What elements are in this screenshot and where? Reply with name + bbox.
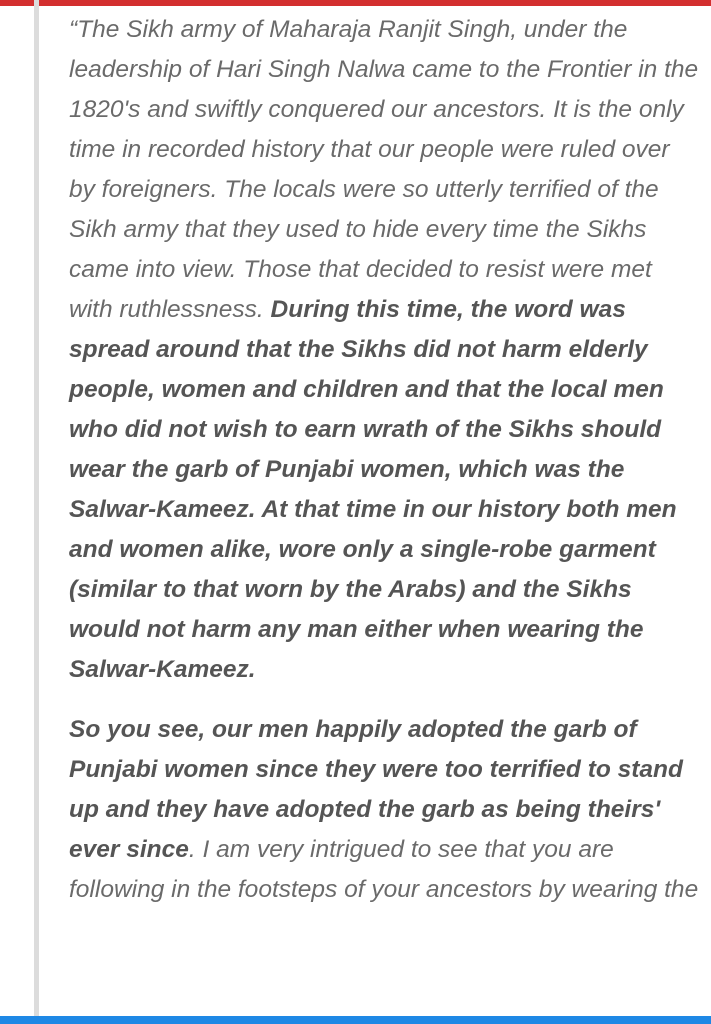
blockquote [69, 10, 699, 910]
quote-text-regular: . I am very intrigued to see that you are following in the footsteps of your ancestors by wearing the [69, 836, 699, 903]
top-accent-bar [0, 0, 711, 6]
quote-text-bold: So you see, our men happily adopted the garb of Punjabi women since they were too terrified to stand up and they have adopted the garb as being theirs' ever since [69, 716, 683, 863]
quote-paragraph-1 [69, 10, 699, 690]
quote-text-regular: “The Sikh army of Maharaja Ranjit Singh, under the leadership of Hari Singh Nalwa came to the Frontier in the 1820's and swiftly conquered our ancestors. It is the only time in recorded history that our people were ruled over by foreigners. The locals were so utterly terrified of the Sikh army that they used to hide every time the Sikhs came into view. Those that decided to resist were met with ruthlessness. [69, 16, 699, 323]
bottom-accent-bar [0, 1016, 711, 1024]
quote-text-bold: During this time, the word was spread around that the Sikhs did not harm elderly people, women and children and that the local men who did not wish to earn wrath of the Sikhs should wear the garb of Punjabi women, which was the Salwar-Kameez. At that time in our history both men and women alike, wore only a single-robe garment (similar to that worn by the Arabs) and the Sikhs would not harm any man either when wearing the Salwar-Kameez. [69, 296, 677, 683]
quote-paragraph-2 [69, 710, 699, 910]
blockquote-border [34, 0, 39, 1024]
